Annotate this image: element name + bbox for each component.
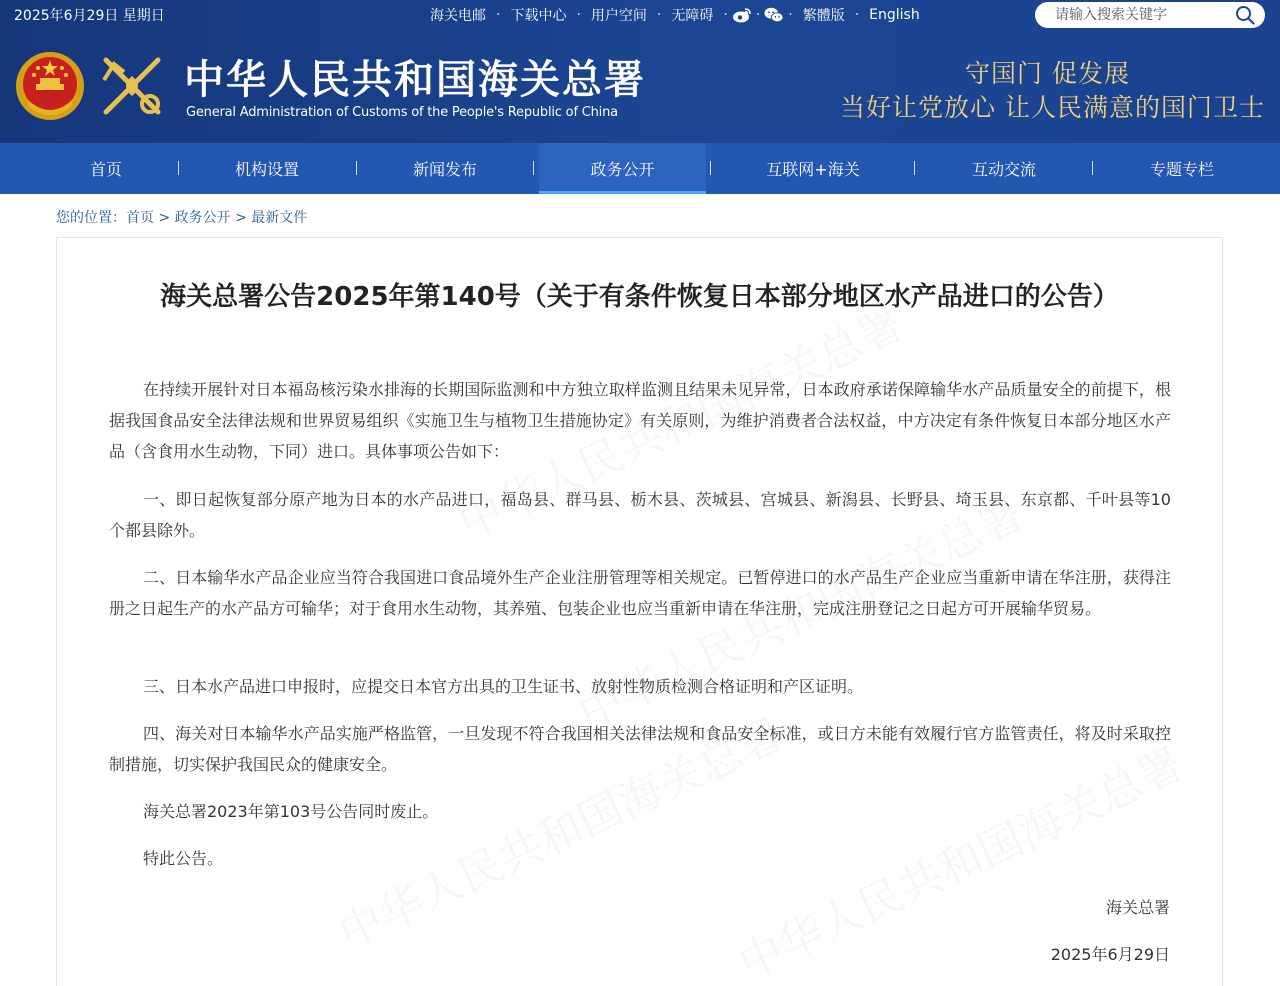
link-customs-email[interactable]: 海关电邮 [430, 8, 486, 24]
top-links [420, 5, 930, 25]
nav-special-topics[interactable]: 专题专栏 [1149, 160, 1214, 179]
national-emblem-icon [14, 50, 86, 122]
link-accessibility[interactable]: 无障碍 [671, 8, 714, 24]
breadcrumb-prefix: 您的位置： [56, 210, 126, 226]
nav-interaction[interactable]: 互动交流 [971, 160, 1036, 179]
link-traditional-chinese[interactable]: 繁體版 [802, 8, 845, 24]
search-input[interactable] [1055, 7, 1225, 23]
document-card [56, 237, 1223, 986]
document-paragraph-intro: 在持续开展针对日本福岛核污染水排海的长期国际监测和中方独立取样监测且结果未见异常，日本政府承诺保障输华水产品质量安全的前提下，根据我国食品安全法律法规和世界贸易组织《实施卫生与植物卫生措施协定》有关原则，为维护消费者合法权益，中方决定有条件恢复日本部分地区水产品（含食用水生动物，下同）进口。具体事项公告如下： [109, 380, 1171, 461]
site-subtitle: General Administration of Customs of the People's Republic of China [186, 105, 618, 120]
separator-dot: · [576, 7, 581, 23]
current-date: 2025年6月29日 星期日 [14, 8, 165, 24]
document-paragraph-1: 一、即日起恢复部分原产地为日本的水产品进口，福岛县、群马县、栃木县、茨城县、宫城县、新潟县、长野县、埼玉县、东京都、千叶县等10个都县除外。 [109, 490, 1171, 540]
link-download-center[interactable]: 下载中心 [510, 8, 567, 24]
document-title: 海关总署公告2025年第140号（关于有条件恢复日本部分地区水产品进口的公告） [160, 282, 1119, 312]
breadcrumb [56, 207, 307, 227]
customs-logo-icon [96, 50, 168, 122]
search-icon[interactable] [1235, 5, 1255, 25]
document-paragraph-4: 四、海关对日本输华水产品实施严格监管，一旦发现不符合我国相关法律法规和食品安全标准，或日方未能有效履行官方监管责任，将及时采取控制措施，切实保护我国民众的健康安全。 [109, 724, 1171, 774]
wechat-icon[interactable] [764, 6, 784, 24]
slogan-line-2: 当好让党放心 让人民满意的国门卫士 [840, 93, 1265, 122]
nav-internet-customs[interactable]: 互联网+海关 [766, 160, 860, 179]
nav-government-affairs[interactable]: 政务公开 [539, 143, 706, 194]
main-nav [0, 143, 1280, 194]
separator-dot: · [854, 7, 860, 23]
document-date: 2025年6月29日 [1050, 945, 1170, 964]
separator-dot: · [723, 7, 728, 23]
breadcrumb-home[interactable]: 首页 [126, 210, 154, 226]
weibo-icon[interactable] [732, 6, 752, 24]
document-paragraph-5: 海关总署2023年第103号公告同时废止。 [143, 802, 439, 821]
breadcrumb-government-affairs[interactable]: 政务公开 [174, 210, 231, 226]
document-signature: 海关总署 [1105, 898, 1170, 917]
nav-organization[interactable]: 机构设置 [234, 160, 299, 179]
document-paragraph-6: 特此公告。 [143, 849, 224, 868]
link-user-space[interactable]: 用户空间 [590, 8, 647, 24]
separator-dot: · [656, 7, 662, 23]
document-paragraph-2: 二、日本输华水产品企业应当符合我国进口食品境外生产企业注册管理等相关规定。已暂停进口的水产品生产企业应当重新申请在华注册，获得注册之日起生产的水产品方可输华；对于食用水生动物，其养殖、包装企业也应当重新申请在华注册，完成注册登记之日起方可开展输华贸易。 [109, 568, 1171, 618]
separator-dot: · [788, 7, 793, 23]
nav-separator [533, 161, 534, 175]
breadcrumb-separator: > [230, 210, 252, 226]
search-box [1035, 2, 1265, 28]
link-english[interactable]: English [869, 7, 920, 23]
site-header [0, 0, 1280, 143]
slogan-line-1: 守国门 促发展 [965, 59, 1130, 88]
separator-dot: · [496, 7, 501, 23]
nav-separator [710, 161, 711, 175]
document-paragraph-3: 三、日本水产品进口申报时，应提交日本官方出具的卫生证书、放射性物质检测合格证明和产区证明。 [143, 677, 864, 696]
site-title: 中华人民共和国海关总署 [184, 56, 646, 103]
breadcrumb-latest-files[interactable]: 最新文件 [251, 210, 308, 226]
nav-home[interactable]: 首页 [89, 160, 122, 179]
breadcrumb-separator: > [154, 210, 175, 226]
separator-dot: · [755, 7, 761, 23]
nav-news[interactable]: 新闻发布 [412, 160, 477, 179]
